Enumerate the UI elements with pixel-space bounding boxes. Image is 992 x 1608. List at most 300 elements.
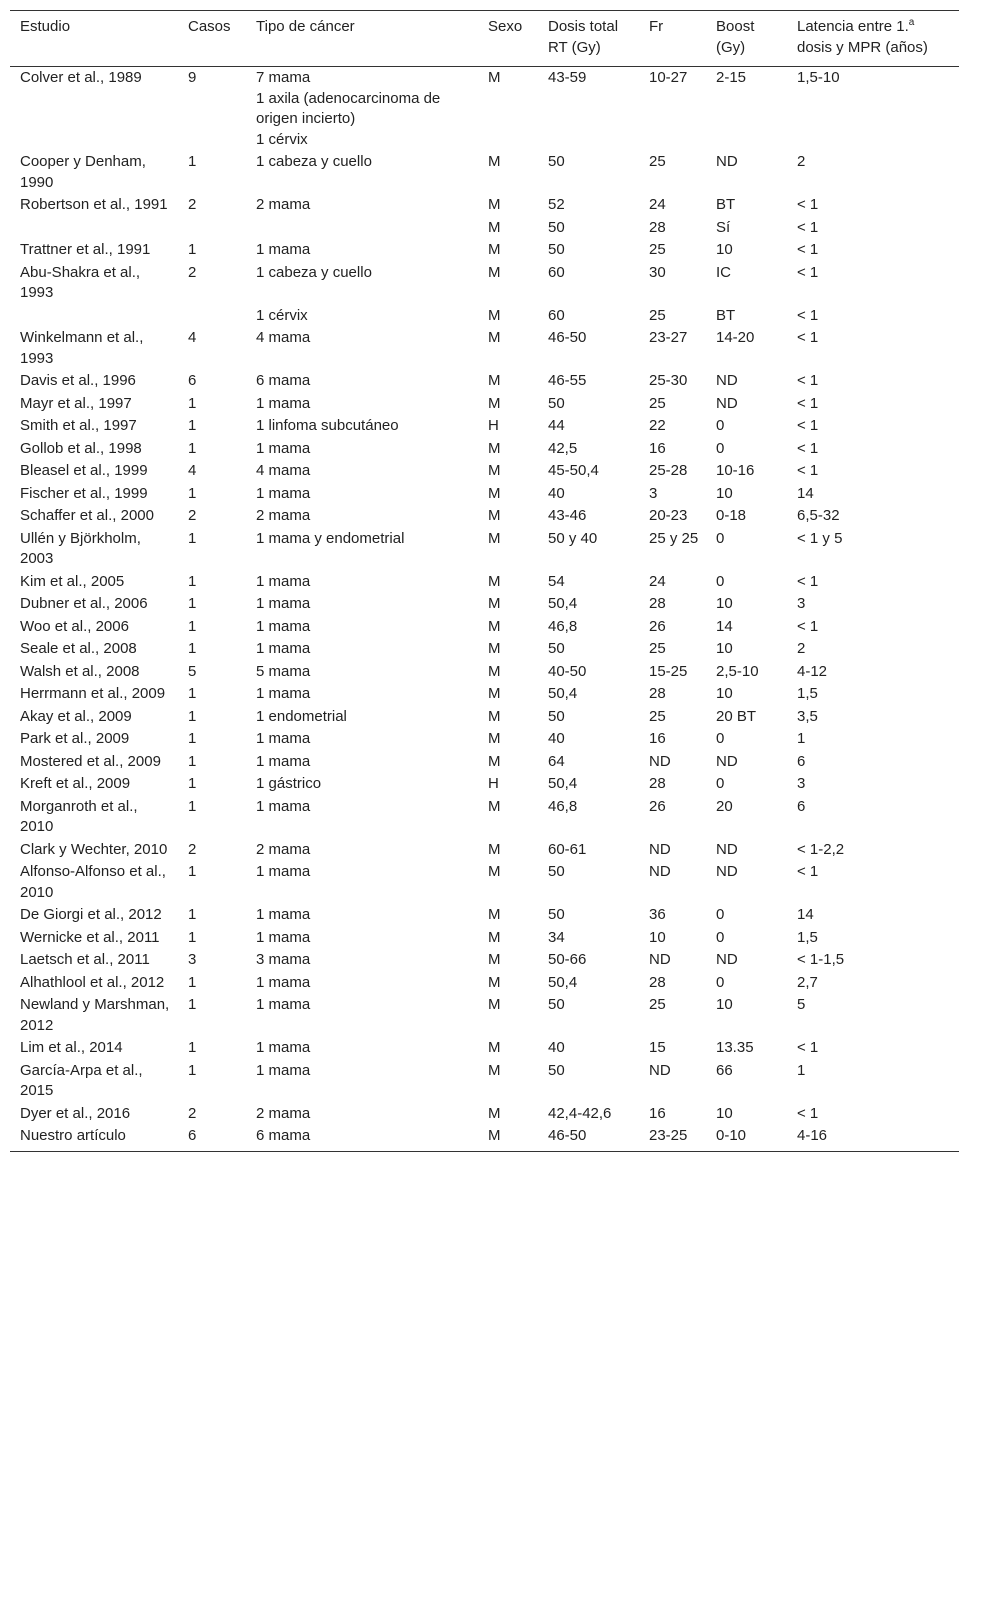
header-sexo: Sexo [478, 11, 538, 67]
cell-sexo: M [488, 572, 501, 590]
cell-estudio: Cooper y Denham, 1990 [20, 153, 146, 191]
cell-estudio: Clark y Wechter, 2010 [20, 840, 168, 858]
cell-estudio: Alfonso-Alfonso et al., 2010 [20, 863, 166, 901]
cell-sexo: H [488, 417, 499, 434]
cell-fr: 25 y 25 [649, 529, 699, 547]
cell-fr: 15-25 [649, 662, 688, 680]
table-row [10, 949, 959, 972]
cell-fr: 25 [649, 241, 666, 258]
cell-tipo [246, 683, 478, 706]
cell-tipo [246, 661, 478, 684]
table-row [10, 796, 959, 839]
cell-tipo [246, 994, 478, 1037]
cell-boost: 0-18 [716, 507, 747, 524]
cell-fr: 26 [649, 617, 666, 635]
cell-boost: ND [716, 863, 738, 880]
cell-estudio: Abu-Shakra et al., 1993 [20, 263, 141, 301]
cell-tipo-line: 1 mama [256, 1039, 311, 1056]
table-row [10, 370, 959, 393]
cell-estudio: Winkelmann et al., 1993 [20, 329, 144, 367]
cell-casos: 1 [188, 241, 197, 258]
cell-latencia: 1 [797, 730, 806, 747]
cell-latencia: < 1 [797, 196, 819, 213]
cell-fr: 25 [649, 707, 666, 725]
table-row [10, 1125, 959, 1151]
header-boost-line1: Boost [716, 18, 755, 35]
cell-tipo [246, 67, 478, 152]
cell-tipo-line: 2 mama [256, 840, 311, 858]
cell-dosis: 50-66 [548, 951, 587, 968]
cell-boost: ND [716, 951, 738, 968]
cell-sexo: M [488, 973, 501, 991]
cell-casos [178, 305, 246, 328]
cell-tipo-line: 1 cérvix [256, 130, 308, 148]
table-body [10, 67, 959, 1152]
cell-tipo [246, 1037, 478, 1060]
table-row [10, 483, 959, 506]
cell-boost: 2-15 [716, 69, 747, 86]
cell-dosis: 50,4 [548, 973, 578, 991]
cell-latencia: 4-12 [797, 662, 828, 680]
cell-tipo-line: 1 mama [256, 1061, 311, 1079]
cell-tipo-line: 1 mama y endometrial [256, 529, 405, 547]
table-row [10, 571, 959, 594]
cell-fr: 28 [649, 685, 666, 702]
cell-casos: 1 [188, 973, 197, 991]
cell-tipo [246, 638, 478, 661]
cell-casos: 1 [188, 685, 197, 702]
cell-latencia: < 1 [797, 863, 819, 880]
cell-boost: 2,5-10 [716, 662, 759, 680]
cell-latencia: 2 [797, 640, 806, 657]
cell-tipo [246, 415, 478, 438]
cell-boost: 13.35 [716, 1039, 754, 1056]
cell-fr: 25 [649, 153, 666, 170]
cell-sexo: M [488, 306, 501, 324]
cell-casos: 2 [188, 196, 197, 213]
cell-estudio: Walsh et al., 2008 [20, 662, 140, 680]
cell-tipo-line: 1 mama [256, 394, 311, 412]
cell-tipo [246, 1103, 478, 1126]
cell-boost: 0 [716, 439, 725, 457]
table-row [10, 1037, 959, 1060]
cell-latencia: 1,5-10 [797, 69, 840, 86]
cell-casos: 1 [188, 617, 197, 635]
cell-tipo [246, 438, 478, 461]
cell-fr: 30 [649, 263, 666, 281]
cell-tipo-line: 6 mama [256, 1127, 311, 1144]
cell-latencia: 1,5 [797, 928, 818, 946]
header-latencia-line2: dosis y MPR (años) [797, 38, 928, 56]
cell-tipo-line: 1 mama [256, 906, 311, 923]
cell-dosis: 50 [548, 996, 565, 1013]
cell-tipo-line: 1 axila (adenocarcinoma de origen incierto) [256, 89, 441, 127]
cell-estudio: Mostered et al., 2009 [20, 752, 161, 770]
cell-dosis: 50 [548, 394, 565, 412]
cell-sexo: M [488, 951, 501, 968]
table-row [10, 1060, 959, 1103]
cell-casos: 2 [188, 263, 197, 281]
cell-estudio: Bleasel et al., 1999 [20, 462, 148, 479]
cell-sexo: M [488, 685, 501, 702]
cell-fr: 16 [649, 439, 666, 457]
cell-tipo-line: 2 mama [256, 196, 311, 213]
cell-tipo-line: 1 mama [256, 797, 311, 815]
cell-latencia: < 1 [797, 372, 819, 389]
cell-casos [178, 217, 246, 240]
cell-casos: 1 [188, 529, 197, 547]
cell-casos: 4 [188, 462, 197, 479]
cell-casos: 5 [188, 662, 197, 680]
cell-fr: ND [649, 1061, 671, 1079]
cell-tipo [246, 194, 478, 217]
table-row [10, 415, 959, 438]
cell-dosis: 50,4 [548, 595, 578, 612]
cell-fr: 25-28 [649, 462, 688, 479]
cell-latencia: < 1-1,5 [797, 951, 845, 968]
cell-boost: 0 [716, 572, 725, 590]
table-row [10, 773, 959, 796]
cell-tipo-line: 5 mama [256, 662, 311, 680]
cell-tipo-line: 1 mama [256, 730, 311, 747]
cell-fr: 25 [649, 394, 666, 412]
cell-tipo [246, 839, 478, 862]
cell-tipo-line: 1 mama [256, 484, 311, 502]
cell-fr: ND [649, 752, 671, 770]
cell-dosis: 40-50 [548, 662, 587, 680]
cell-tipo-line: 1 endometrial [256, 707, 347, 725]
cell-tipo [246, 505, 478, 528]
cell-tipo [246, 1125, 478, 1151]
cell-tipo-line: 1 mama [256, 928, 311, 946]
cell-latencia: 1 [797, 1061, 806, 1079]
table-row [10, 327, 959, 370]
cell-tipo-line: 1 cérvix [256, 306, 308, 324]
cell-fr: 24 [649, 572, 666, 590]
cell-sexo: M [488, 662, 501, 680]
cell-boost: 10 [716, 996, 733, 1013]
cell-boost: 66 [716, 1061, 733, 1079]
cell-tipo-line: 2 mama [256, 507, 311, 524]
table-row [10, 972, 959, 995]
cell-tipo [246, 370, 478, 393]
cell-boost: 0 [716, 973, 725, 991]
table-row [10, 927, 959, 950]
cell-latencia: < 1 [797, 218, 819, 236]
cell-tipo [246, 751, 478, 774]
cell-latencia: 3 [797, 775, 806, 792]
cell-dosis: 40 [548, 730, 565, 747]
cell-latencia: 2,7 [797, 973, 818, 991]
cell-dosis: 50 [548, 218, 565, 236]
cell-boost: 0 [716, 730, 725, 747]
cell-tipo [246, 616, 478, 639]
cell-estudio: Woo et al., 2006 [20, 617, 129, 635]
cell-tipo [246, 305, 478, 328]
cell-fr: 25-30 [649, 372, 688, 389]
cell-sexo: M [488, 394, 501, 412]
cell-tipo-line: 1 mama [256, 439, 311, 457]
cell-casos: 1 [188, 484, 197, 502]
cell-dosis: 42,5 [548, 439, 578, 457]
cell-boost: 14-20 [716, 329, 755, 346]
cell-boost: Sí [716, 218, 731, 236]
cell-boost: BT [716, 306, 736, 324]
cell-dosis: 50 [548, 906, 565, 923]
cell-tipo [246, 972, 478, 995]
cell-casos: 1 [188, 572, 197, 590]
cell-tipo [246, 1060, 478, 1103]
cell-tipo-line: 2 mama [256, 1104, 311, 1122]
cell-fr: 23-27 [649, 329, 688, 346]
header-latencia [787, 11, 959, 67]
cell-estudio: Smith et al., 1997 [20, 417, 137, 434]
cell-tipo [246, 796, 478, 839]
cell-estudio: Seale et al., 2008 [20, 640, 137, 657]
header-dosis-line1: Dosis total [548, 18, 619, 35]
cell-casos: 4 [188, 329, 197, 346]
cell-fr: 23-25 [639, 1125, 706, 1151]
cell-boost: ND [716, 752, 738, 770]
cell-sexo: M [488, 617, 501, 635]
table-row [10, 217, 959, 240]
cell-dosis: 46,8 [548, 797, 578, 815]
cell-estudio: Newland y Marshman, 2012 [20, 996, 170, 1034]
cell-tipo-line: 1 mama [256, 640, 311, 657]
cell-fr: ND [649, 840, 671, 858]
cell-casos: 9 [188, 69, 197, 86]
cell-boost: BT [716, 196, 736, 213]
cell-sexo: M [488, 640, 501, 657]
cell-estudio [10, 217, 178, 240]
cell-estudio: Ullén y Björkholm, 2003 [20, 529, 141, 567]
cell-dosis: 46-50 [548, 329, 587, 346]
cell-estudio: Fischer et al., 1999 [20, 484, 148, 502]
cell-fr: 10 [649, 928, 666, 946]
cell-fr: ND [649, 951, 671, 968]
cell-estudio: De Giorgi et al., 2012 [20, 906, 162, 923]
cell-latencia: 1,5 [797, 685, 818, 702]
cell-dosis: 40 [548, 484, 565, 502]
cell-sexo: M [488, 730, 501, 747]
cell-sexo: M [478, 1125, 538, 1151]
cell-sexo: M [488, 595, 501, 612]
cell-tipo [246, 571, 478, 594]
cell-casos: 1 [188, 153, 197, 170]
cell-tipo [246, 593, 478, 616]
cell-dosis: 60 [548, 306, 565, 324]
cell-fr: 28 [649, 775, 666, 792]
cell-casos: 6 [178, 1125, 246, 1151]
cell-latencia: < 1 [797, 1039, 819, 1056]
cell-boost: 10 [716, 640, 733, 657]
cell-dosis: 40 [548, 1039, 565, 1056]
cell-boost: ND [716, 153, 738, 170]
cell-tipo-line: 1 mama [256, 241, 311, 258]
cell-sexo: M [488, 69, 501, 86]
cell-sexo: M [488, 840, 501, 858]
cell-fr: 36 [649, 906, 666, 923]
cell-boost: 10 [716, 595, 733, 612]
cell-boost: IC [716, 263, 731, 281]
cell-sexo: M [488, 241, 501, 258]
cell-dosis: 46-50 [538, 1125, 639, 1151]
cell-tipo-line: 3 mama [256, 951, 311, 968]
cell-casos: 1 [188, 775, 197, 792]
cell-boost: 10 [716, 241, 733, 258]
table-row [10, 1103, 959, 1126]
cell-casos: 1 [188, 1061, 197, 1079]
cell-sexo: M [488, 928, 501, 946]
table-row [10, 751, 959, 774]
cell-boost: ND [716, 372, 738, 389]
cell-estudio: Kreft et al., 2009 [20, 775, 131, 792]
cell-latencia: < 1 [797, 329, 819, 346]
cell-estudio: Morganroth et al., 2010 [20, 797, 138, 835]
cell-tipo [246, 949, 478, 972]
header-latencia-line1: Latencia entre 1. [797, 18, 909, 35]
cell-boost: 0 [716, 928, 725, 946]
header-fr: Fr [639, 11, 706, 67]
cell-tipo-line: 1 cabeza y cuello [256, 153, 372, 170]
cell-tipo [246, 262, 478, 305]
cell-latencia: 3 [797, 595, 806, 612]
cell-fr: ND [649, 863, 671, 880]
cell-latencia: < 1 [797, 417, 819, 434]
header-latencia-sup: a [908, 17, 915, 28]
cell-latencia: 6 [797, 752, 806, 770]
cell-estudio: Trattner et al., 1991 [20, 241, 151, 258]
cell-fr: 3 [649, 484, 658, 502]
cell-dosis: 46-55 [548, 372, 587, 389]
table-row [10, 683, 959, 706]
cell-estudio: Park et al., 2009 [20, 730, 130, 747]
cell-fr: 28 [649, 973, 666, 991]
cell-estudio: Kim et al., 2005 [20, 572, 125, 590]
table-row [10, 151, 959, 194]
cell-casos: 1 [188, 417, 197, 434]
table-row [10, 438, 959, 461]
cell-sexo: M [488, 372, 501, 389]
cell-tipo [246, 528, 478, 571]
cell-dosis: 42,4-42,6 [548, 1104, 612, 1122]
cell-casos: 1 [188, 595, 197, 612]
cell-latencia: < 1 [797, 617, 819, 635]
cell-casos: 1 [188, 996, 197, 1013]
cell-latencia: < 1 [797, 462, 819, 479]
cell-latencia: < 1 [797, 394, 819, 412]
cell-dosis: 45-50,4 [548, 462, 599, 479]
cell-estudio: Schaffer et al., 2000 [20, 507, 154, 524]
cell-sexo: M [488, 1104, 501, 1122]
cell-sexo: M [488, 996, 501, 1013]
cell-sexo: M [488, 529, 501, 547]
cell-boost: 20 BT [716, 707, 757, 725]
cell-fr: 22 [649, 417, 666, 434]
cell-tipo [246, 327, 478, 370]
cell-dosis: 50 [548, 153, 565, 170]
cell-sexo: M [488, 863, 501, 880]
cell-tipo [246, 927, 478, 950]
cell-sexo: M [488, 462, 501, 479]
header-boost-line2: (Gy) [716, 38, 746, 56]
cell-casos: 2 [188, 840, 197, 858]
cell-dosis: 46,8 [548, 617, 578, 635]
cell-latencia: < 1 [797, 241, 819, 258]
cell-latencia: 6 [797, 797, 806, 815]
cell-tipo [246, 483, 478, 506]
cell-sexo: M [488, 752, 501, 770]
cell-sexo: M [488, 507, 501, 524]
table-row [10, 616, 959, 639]
table-row [10, 194, 959, 217]
cell-tipo-line: 7 mama [256, 69, 311, 86]
cell-boost: ND [716, 394, 738, 412]
header-dosis [538, 11, 639, 67]
cell-dosis: 64 [548, 752, 565, 770]
cell-fr: 24 [649, 196, 666, 213]
cell-dosis: 60 [548, 263, 565, 281]
cell-dosis: 50 [548, 863, 565, 880]
cell-boost: 10 [716, 484, 733, 502]
cell-latencia: 14 [797, 906, 814, 923]
cell-latencia: < 1 [797, 439, 819, 457]
cell-boost: 0 [716, 529, 725, 547]
cell-estudio: Dyer et al., 2016 [20, 1104, 131, 1122]
table-row [10, 994, 959, 1037]
cell-fr: 16 [649, 1104, 666, 1122]
cell-casos: 3 [188, 951, 197, 968]
cell-latencia: < 1 [797, 1104, 819, 1122]
cell-casos: 6 [188, 372, 197, 389]
cell-sexo: M [488, 1061, 501, 1079]
cell-tipo [246, 151, 478, 194]
cell-boost: 0 [716, 417, 725, 434]
cell-boost: 14 [716, 617, 733, 635]
cell-tipo-line: 1 mama [256, 863, 311, 880]
cell-fr: 10-27 [649, 69, 688, 86]
table-row [10, 706, 959, 729]
cell-dosis: 43-59 [548, 69, 587, 86]
cell-tipo [246, 773, 478, 796]
cell-latencia: 6,5-32 [797, 507, 840, 524]
header-tipo: Tipo de cáncer [246, 11, 478, 67]
cell-estudio: Nuestro artículo [10, 1125, 178, 1151]
cell-tipo-line: 1 mama [256, 752, 311, 770]
cell-tipo [246, 460, 478, 483]
cell-fr: 15 [649, 1039, 666, 1056]
cell-fr: 25 [649, 996, 666, 1013]
cell-sexo: M [488, 218, 501, 236]
cell-boost: 20 [716, 797, 733, 815]
cell-fr: 28 [649, 595, 666, 612]
table-row [10, 262, 959, 305]
table-row [10, 839, 959, 862]
cell-estudio: García-Arpa et al., 2015 [20, 1061, 143, 1099]
cell-fr: 16 [649, 730, 666, 747]
cell-dosis: 50,4 [548, 775, 578, 792]
cell-tipo-line: 1 gástrico [256, 775, 322, 792]
cell-tipo-line: 6 mama [256, 372, 311, 389]
cell-latencia: < 1-2,2 [797, 840, 845, 858]
cell-dosis: 43-46 [548, 507, 587, 524]
cell-casos: 2 [188, 507, 197, 524]
cell-casos: 1 [188, 707, 197, 725]
table-header-row [10, 11, 959, 67]
cell-sexo: M [488, 153, 501, 170]
cell-fr: 25 [649, 640, 666, 657]
table-row [10, 861, 959, 904]
